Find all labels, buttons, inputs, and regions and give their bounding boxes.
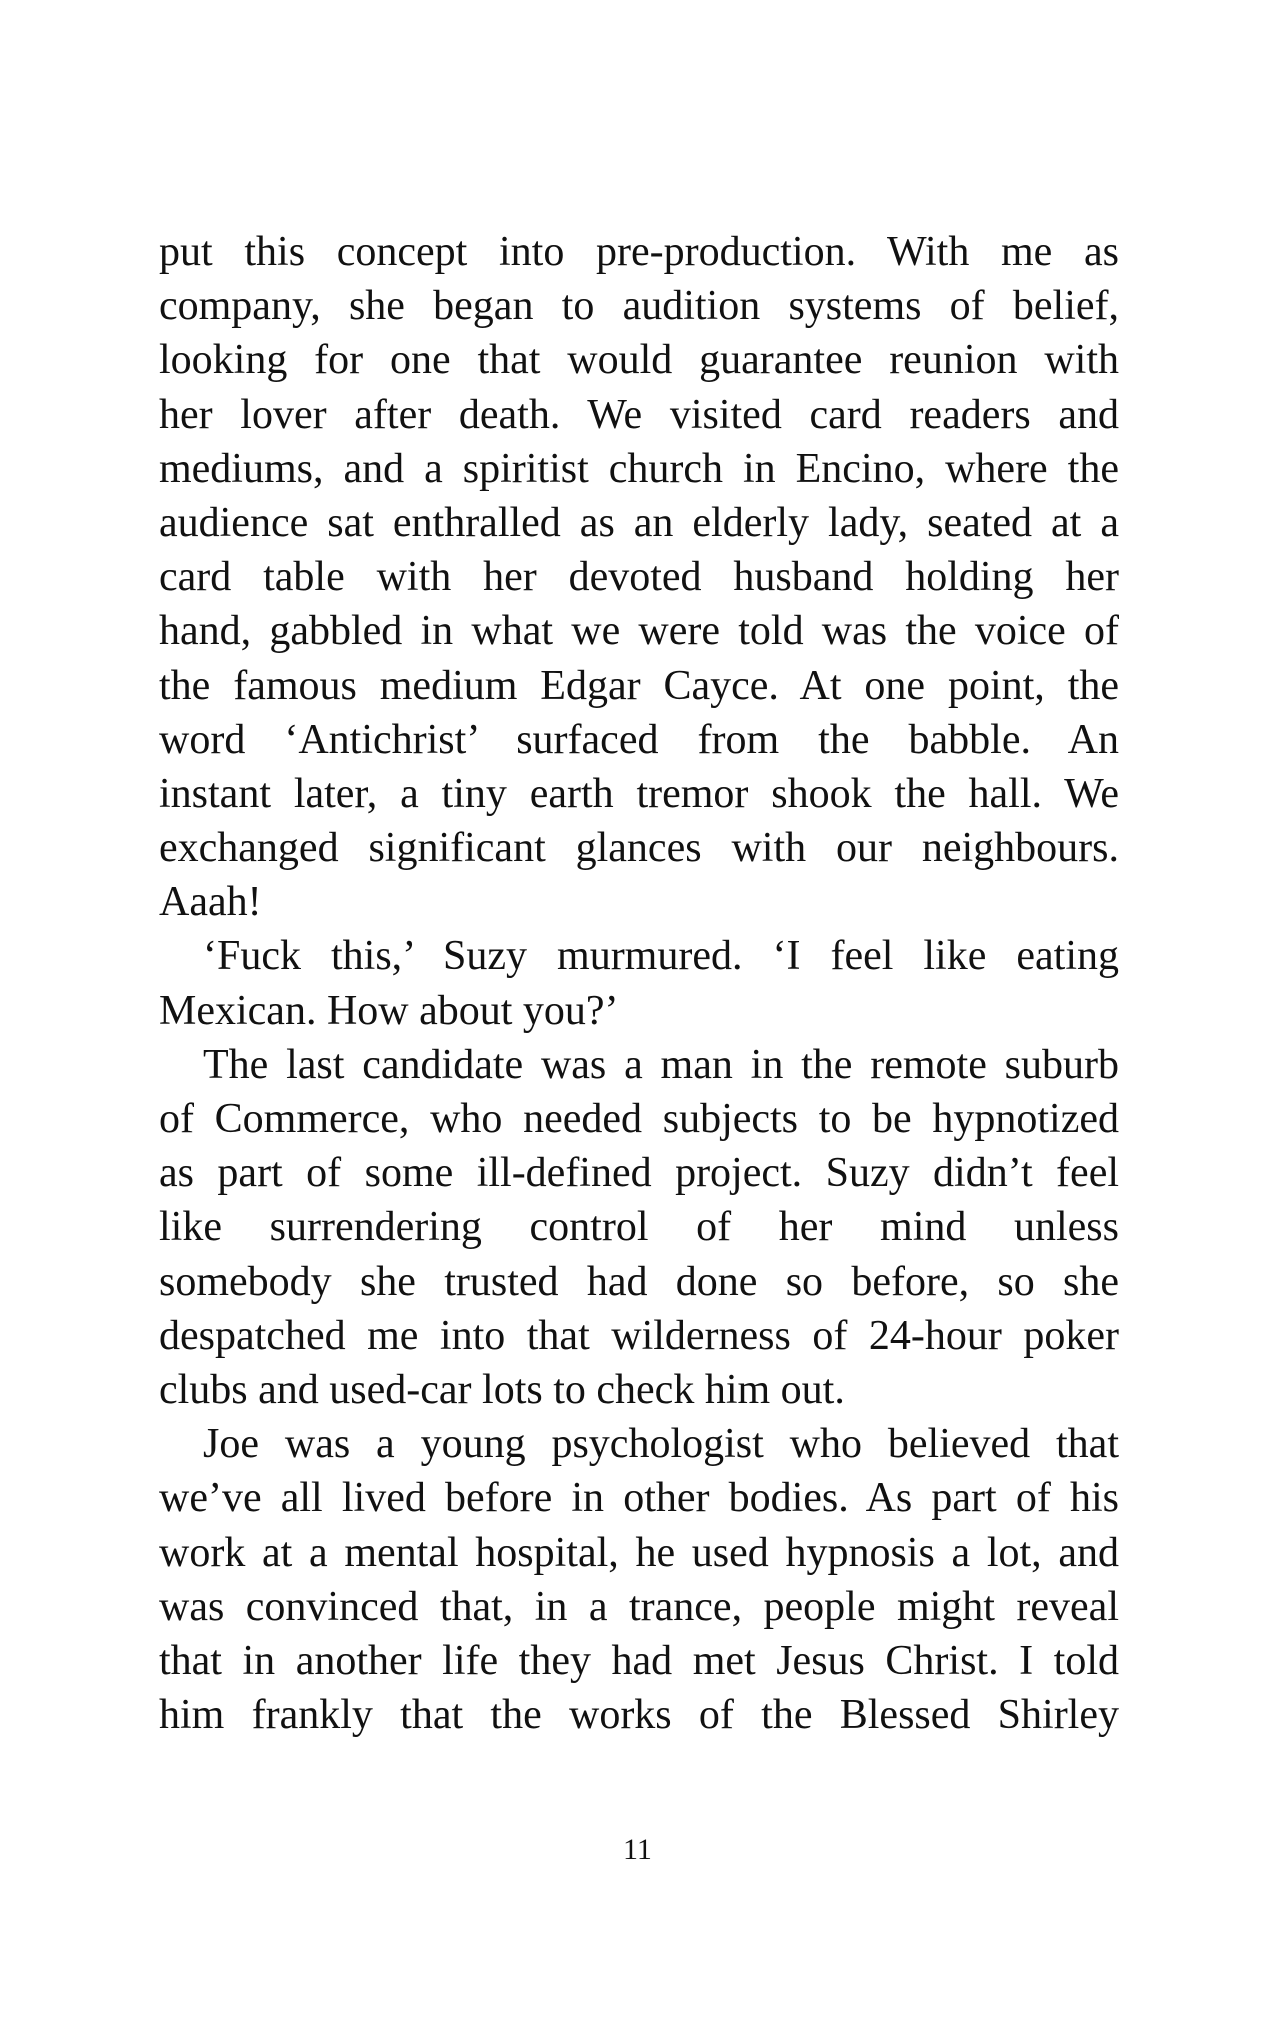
text-line: put this concept into pre-production. With me as [159,229,1119,275]
text-line: audience sat enthralled as an elderly lady, seated at a [159,499,1119,546]
text-line: ‘Fuck this,’ Suzy murmured. ‘I feel like eating [203,933,1119,980]
text-line: word ‘Antichrist’ surfaced from the babble. An [159,716,1119,763]
text-line: was convinced that, in a trance, people might reveal [159,1583,1119,1630]
text-line: her lover after death. We visited card readers and [159,391,1119,438]
text-line: looking for one that would guarantee reunion with [159,337,1119,384]
page-number: 11 [623,1833,652,1866]
text-line: despatched me into that wilderness of 24-hour poker [159,1312,1119,1359]
text-line: card table with her devoted husband holding her [159,554,1119,601]
text-line: The last candidate was a man in the remote suburb [203,1041,1119,1088]
text-line: of Commerce, who needed subjects to be hypnotized [159,1096,1119,1142]
text-line: Joe was a young psychologist who believed that [203,1421,1119,1468]
text-line: Aaah! [159,879,262,926]
text-line: Mexican. How about you?’ [159,987,619,1034]
text-line: as part of some ill-defined project. Suzy didn’t feel [159,1150,1119,1197]
text-line: clubs and used-car lots to check him out. [159,1366,845,1413]
text-line: company, she began to audition systems of belief, [159,283,1119,330]
text-line: we’ve all lived before in other bodies. As part of his [159,1475,1119,1522]
text-line: him frankly that the works of the Blessed Shirley [159,1692,1119,1739]
text-line: hand, gabbled in what we were told was the voice of [159,608,1119,655]
text-line: instant later, a tiny earth tremor shook the hall. We [159,770,1119,817]
text-line: somebody she trusted had done so before, so she [159,1258,1119,1305]
text-line: that in another life they had met Jesus Christ. I told [159,1637,1119,1684]
text-line: exchanged significant glances with our neighbours. [159,825,1119,872]
text-line: like surrendering control of her mind unless [159,1204,1119,1251]
text-line: the famous medium Edgar Cayce. At one point, the [159,662,1119,709]
body-text [159,225,1119,1742]
text-line: mediums, and a spiritist church in Encino, where the [159,445,1119,492]
text-line: work at a mental hospital, he used hypnosis a lot, and [159,1529,1119,1576]
